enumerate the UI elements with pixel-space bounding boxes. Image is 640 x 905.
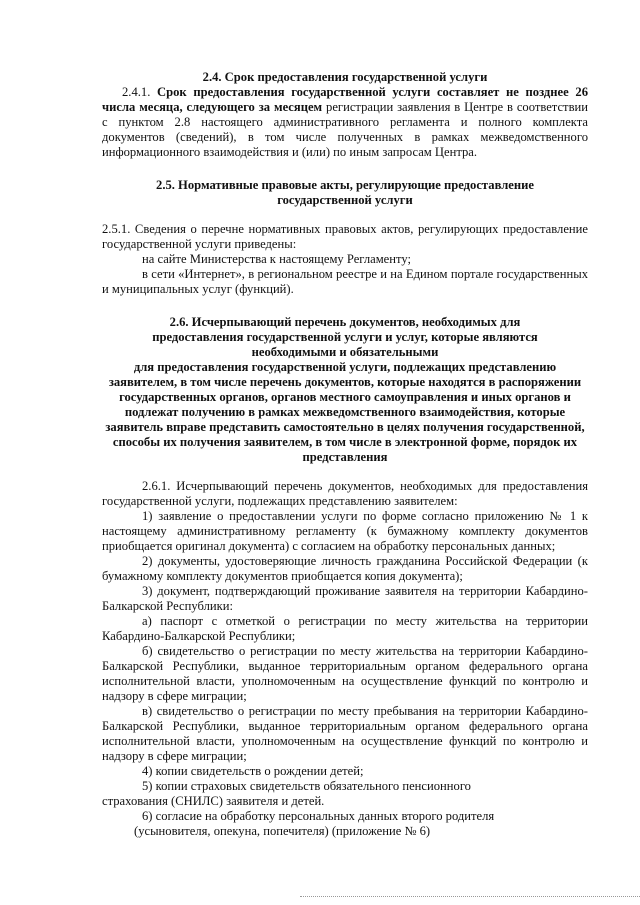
section-2-6-title-line: необходимыми и обязательными [251,345,439,359]
section-2-4-title: 2.4. Срок предоставления государственной услуги [202,70,488,84]
list-item: 3) документ, подтверждающий проживание заявителя на территории Кабардино-Балкарской Республики: [102,584,588,613]
list-item: 2) документы, удостоверяющие личность гражданина Российской Федерации (к бумажному комплекту документов приобщается копия документа); [102,554,588,583]
list-item: 1) заявление о предоставлении услуги по форме согласно приложению № 1 к настоящему административному регламенту (к бумажному комплекту документов приобщается оригинал документа) с согласием на обработку персональных данных; [102,509,588,553]
list-item-5-line1: 5) копии страховых свидетельств обязательного пенсионного [142,779,471,793]
section-2-6-title-line: государственных органов, органов местного самоуправления и иных органов и [119,390,571,404]
section-2-6-title-line: способы их получения заявителем, в том числе в электронной форме, порядок их [112,435,578,449]
paragraph-2-4-1-number: 2.4.1. [122,85,151,99]
list-item: в) свидетельство о регистрации по месту пребывания на территории Кабардино-Балкарской Республики, выданное территориальным органом федерального органа исполнительной власти, уполномоченным на осуществление функций по контролю и надзору в сфере миграции; [102,704,588,763]
paragraph-2-6-1-intro: 2.6.1. Исчерпывающий перечень документов, необходимых для предоставления государственной услуги, подлежащих представлению заявителем: [102,479,588,508]
paragraph-2-5-1-site: на сайте Министерства к настоящему Регламенту; [142,252,411,266]
document-page [102,70,588,839]
list-item-6-line2: (усыновителя, опекуна, попечителя) (приложение № 6) [134,824,431,838]
section-2-6-title-line: заявитель вправе представить самостоятельно в целях получения государственной, [105,420,585,434]
section-2-6-title-line: заявителем, в том числе перечень документов, которые находятся в распоряжении [108,375,582,389]
section-2-6-title-line: для предоставления государственной услуги, подлежащих представлению [133,360,557,374]
section-2-5-title-line1: 2.5. Нормативные правовые акты, регулирующие предоставление [156,178,534,192]
paragraph-2-4-1-text: регистрации заявления в Центре в соответствии с пунктом 2.8 настоящего административного регламента и полного комплекта документов (сведений), в том числе полученных в рамках межведомственного информационного взаимодействия и (или) по иным запросам Центра. [102,100,588,159]
list-item-6-line1: 6) согласие на обработку персональных данных второго родителя [142,809,495,823]
section-2-6-title-line: представления [302,450,388,464]
paragraph-2-5-1-internet: в сети «Интернет», в региональном реестре и на Едином портале государственных и муниципальных услуг (функций). [102,267,588,296]
section-2-6-title [102,315,588,465]
list-item: 4) копии свидетельств о рождении детей; [142,764,364,778]
section-2-6-title-line: предоставления государственной услуги и услуг, которые являются [152,330,538,344]
paragraph-2-5-1: 2.5.1. Сведения о перечне нормативных правовых актов, регулирующих предоставление государственной услуги приведены: [102,222,588,251]
list-item-5-line2: страхования (СНИЛС) заявителя и детей. [102,794,325,808]
footer-divider [300,896,640,897]
section-2-6-title-line: подлежат получению в рамках межведомственного взаимодействия, которые [124,405,566,419]
section-2-6-title-line: 2.6. Исчерпывающий перечень документов, необходимых для [169,315,521,329]
paragraph-2-4-1 [102,85,588,160]
list-item: б) свидетельство о регистрации по месту жительства на территории Кабардино-Балкарской Республики, выданное территориальным органом федерального органа исполнительной власти, уполномоченным на осуществление функций по контролю и надзору в сфере миграции; [102,644,588,703]
paragraph-2-4-1-bold: Срок предоставления государственной услуги составляет не позднее 26 числа месяца, следующего за месяцем [102,85,588,114]
section-2-5-title-line2: государственной услуги [277,193,413,207]
list-item: а) паспорт с отметкой о регистрации по месту жительства на территории Кабардино-Балкарской Республики; [102,614,588,643]
